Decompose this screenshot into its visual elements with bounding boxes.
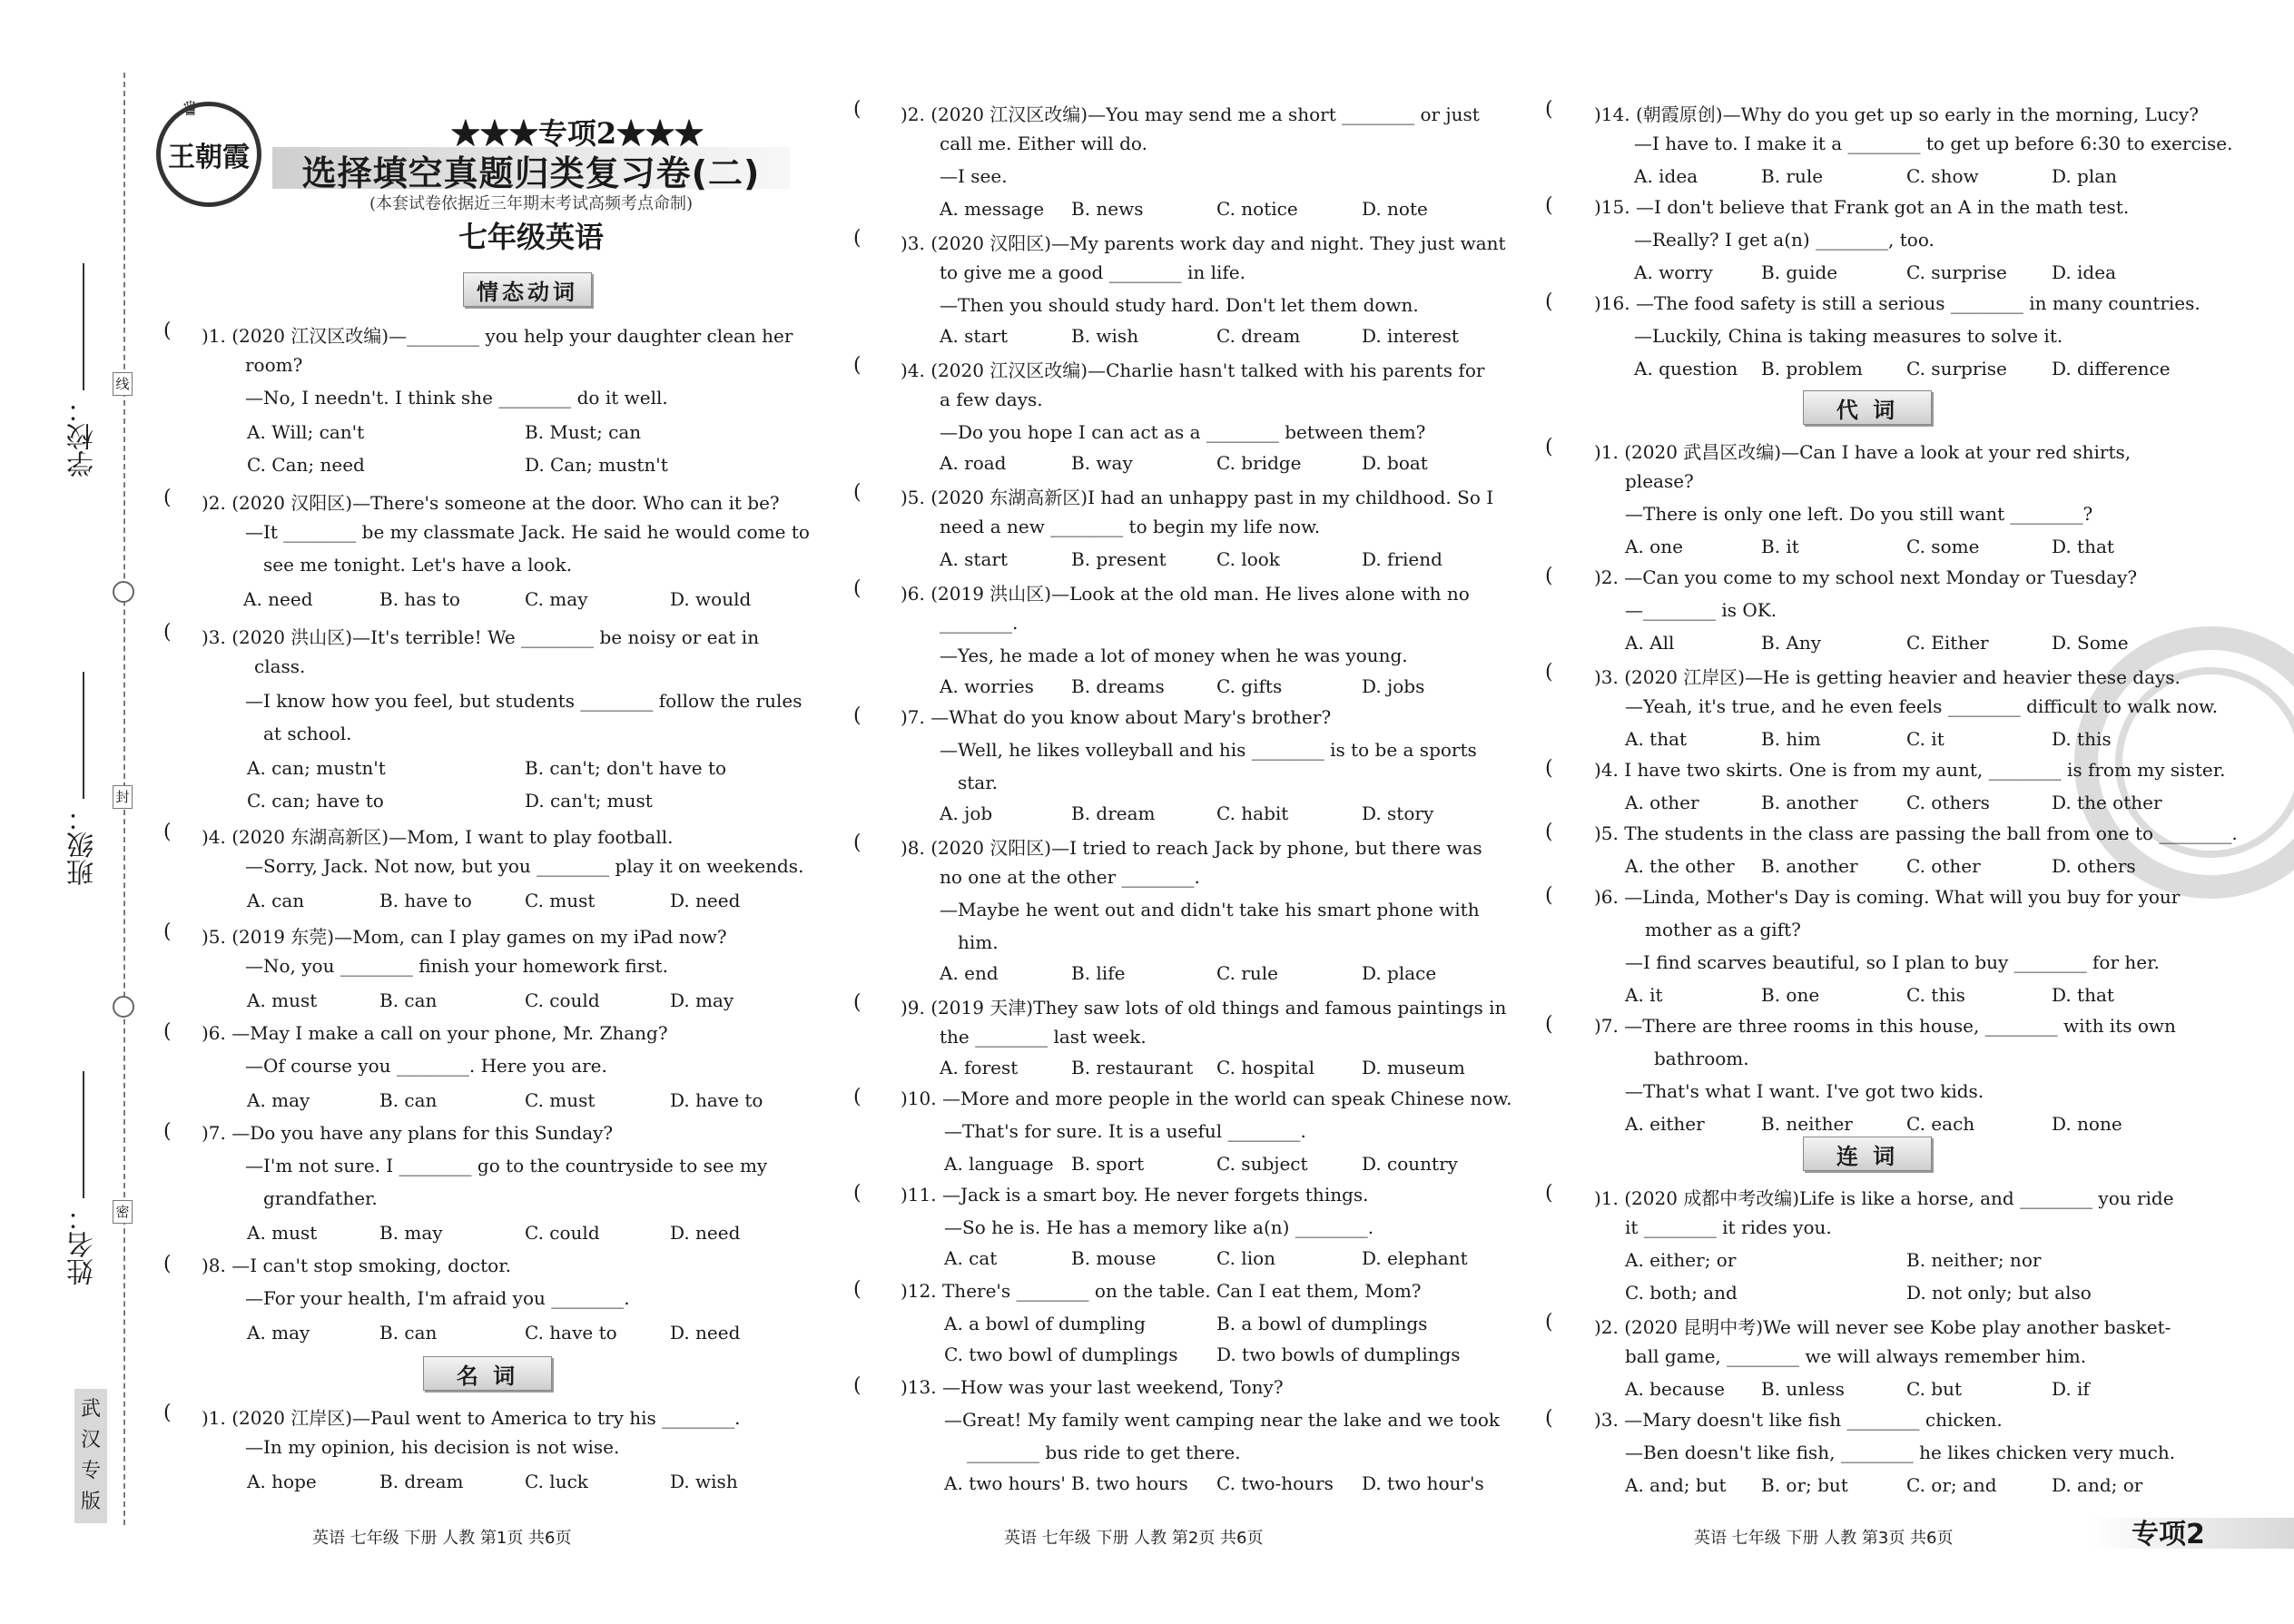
question-stem: )3. (2020 汉阳区)—My parents work day and night. They just want xyxy=(901,232,1506,254)
answer-option[interactable]: D. two hour's xyxy=(1362,1472,1484,1494)
answer-bracket[interactable]: ( xyxy=(1545,1311,1553,1334)
binding-hole-icon xyxy=(113,996,134,1018)
answer-option[interactable]: B. a bowl of dumplings xyxy=(1216,1313,1428,1334)
answer-option[interactable]: D. Can; mustn't xyxy=(525,454,668,476)
answer-option[interactable]: C. both; and xyxy=(1625,1282,1738,1304)
question-stem: )1. (2020 成都中考改编)Life is like a horse, and ________ you ride xyxy=(1594,1187,2174,1209)
answer-option[interactable]: D. the other xyxy=(2052,792,2162,813)
answer-option[interactable]: C. rule xyxy=(1216,962,1278,984)
series-label: ★★★专项2★★★ xyxy=(450,116,704,151)
answer-option[interactable]: B. restaurant xyxy=(1071,1057,1194,1078)
answer-option[interactable]: D. others xyxy=(2052,855,2136,877)
answer-option[interactable]: B. rule xyxy=(1761,165,1824,187)
answer-option[interactable]: C. gifts xyxy=(1216,675,1283,697)
answer-option[interactable]: A. can xyxy=(247,890,305,911)
name-label: 姓名： xyxy=(67,1204,99,1285)
answer-option[interactable]: A. worry xyxy=(1634,261,1713,283)
answer-bracket[interactable]: ( xyxy=(1545,98,1553,121)
answer-option[interactable]: D. museum xyxy=(1362,1057,1465,1078)
answer-option[interactable]: B. can't; don't have to xyxy=(525,757,727,779)
question-stem: )3. (2020 江岸区)—He is getting heavier and heavier these days. xyxy=(1594,666,2181,688)
answer-option[interactable]: B. wish xyxy=(1071,325,1139,347)
answer-option[interactable]: A. need xyxy=(243,588,313,610)
answer-bracket[interactable]: ( xyxy=(1545,290,1553,313)
answer-bracket[interactable]: ( xyxy=(163,1402,172,1424)
answer-option[interactable]: C. each xyxy=(1906,1113,1975,1135)
question-line: at school. xyxy=(263,723,352,744)
name-field[interactable] xyxy=(65,1071,102,1285)
answer-option[interactable]: C. other xyxy=(1906,855,1981,877)
answer-option[interactable]: A. must xyxy=(247,1222,318,1244)
question-line: —________ is OK. xyxy=(1625,599,1777,621)
answer-option[interactable]: C. some xyxy=(1906,536,1980,557)
answer-option[interactable]: D. note xyxy=(1362,198,1428,220)
answer-option[interactable]: D. can't; must xyxy=(525,790,653,812)
answer-option[interactable]: A. forest xyxy=(940,1057,1019,1078)
answer-option[interactable]: B. him xyxy=(1761,728,1821,750)
question-stem: )5. The students in the class are passing the ball from one to ________. xyxy=(1594,822,2238,844)
answer-option[interactable]: D. interest xyxy=(1362,325,1459,347)
question-stem: )5. (2020 东湖高新区)I had an unhappy past in my childhood. So I xyxy=(901,487,1494,508)
answer-bracket[interactable]: ( xyxy=(163,821,172,843)
question-stem: )4. I have two skirts. One is from my aunt, ________ is from my sister. xyxy=(1594,759,2226,781)
section-heading: 情态动词 xyxy=(463,272,592,307)
question-line: —Maybe he went out and didn't take his smart phone with xyxy=(940,899,1480,920)
answer-bracket[interactable]: ( xyxy=(853,1278,861,1301)
question-stem: )7. —Do you have any plans for this Sunday? xyxy=(202,1122,614,1144)
answer-option[interactable]: B. problem xyxy=(1761,358,1863,379)
class-line xyxy=(83,672,84,799)
question-line: —For your health, I'm afraid you ________. xyxy=(245,1287,630,1309)
question-line: —Then you should study hard. Don't let them down. xyxy=(940,294,1419,316)
answer-bracket[interactable]: ( xyxy=(163,320,172,342)
answer-option[interactable]: B. Must; can xyxy=(525,421,642,443)
answer-option[interactable]: C. luck xyxy=(525,1471,588,1492)
answer-option[interactable]: A. road xyxy=(940,452,1007,474)
answer-bracket[interactable]: ( xyxy=(853,227,861,250)
binding-mark-xian: 线 xyxy=(113,372,133,396)
answer-option[interactable]: A. one xyxy=(1625,536,1683,557)
grade-subject: 七年级英语 xyxy=(458,220,604,254)
answer-option[interactable]: A. start xyxy=(940,548,1008,570)
answer-option[interactable]: A. the other xyxy=(1625,855,1735,877)
name-line xyxy=(83,1071,84,1198)
question-line: room? xyxy=(245,354,303,376)
question-stem: )12. There's ________ on the table. Can I eat them, Mom? xyxy=(901,1280,1422,1302)
question-line: please? xyxy=(1625,470,1694,492)
question-stem: )8. —I can't stop smoking, doctor. xyxy=(202,1255,511,1276)
question-line: bathroom. xyxy=(1654,1048,1749,1069)
class-label: 班级： xyxy=(67,804,99,886)
question-line: —That's what I want. I've got two kids. xyxy=(1625,1080,1984,1102)
question-line: —It ________ be my classmate Jack. He said he would come to xyxy=(245,521,810,543)
question-line: to give me a good ________ in life. xyxy=(940,261,1245,283)
answer-option[interactable]: D. elephant xyxy=(1362,1247,1468,1269)
answer-bracket[interactable]: ( xyxy=(853,354,861,377)
question-line: —There is only one left. Do you still want ________? xyxy=(1625,503,2093,525)
answer-option[interactable]: A. must xyxy=(247,989,318,1011)
answer-bracket[interactable]: ( xyxy=(1545,757,1553,780)
answer-option[interactable]: C. bridge xyxy=(1216,452,1302,474)
answer-option[interactable]: C. this xyxy=(1906,984,1965,1006)
answer-option[interactable]: B. unless xyxy=(1761,1378,1845,1400)
question-stem: )2. —Can you come to my school next Monday or Tuesday? xyxy=(1594,566,2138,588)
question-line: —Yes, he made a lot of money when he was young. xyxy=(940,645,1408,666)
answer-option[interactable]: C. or; and xyxy=(1906,1474,1997,1496)
question-stem: )6. —May I make a call on your phone, Mr. Zhang? xyxy=(202,1022,668,1044)
answer-bracket[interactable]: ( xyxy=(1545,661,1553,684)
answer-option[interactable]: B. dream xyxy=(379,1471,464,1492)
answer-option[interactable]: C. have to xyxy=(525,1322,617,1343)
answer-option[interactable]: A. question xyxy=(1634,358,1738,379)
answer-option[interactable]: D. none xyxy=(2052,1113,2122,1135)
answer-option[interactable]: A. All xyxy=(1625,632,1675,654)
answer-option[interactable]: C. may xyxy=(525,588,588,610)
answer-option[interactable]: A. other xyxy=(1625,792,1699,813)
section-heading: 连 词 xyxy=(1803,1137,1932,1171)
question-stem: )13. —How was your last weekend, Tony? xyxy=(901,1376,1284,1398)
answer-option[interactable]: C. notice xyxy=(1216,198,1298,220)
answer-option[interactable]: C. can; have to xyxy=(247,790,384,812)
answer-option[interactable]: B. dreams xyxy=(1071,675,1165,697)
answer-bracket[interactable]: ( xyxy=(853,577,861,600)
question-line: a few days. xyxy=(940,389,1043,410)
question-stem: )11. —Jack is a smart boy. He never forgets things. xyxy=(901,1184,1369,1206)
answer-option[interactable]: A. and; but xyxy=(1625,1474,1727,1496)
answer-bracket[interactable]: ( xyxy=(853,1374,861,1397)
answer-option[interactable]: D. have to xyxy=(670,1089,763,1111)
answer-bracket[interactable]: ( xyxy=(163,621,172,644)
answer-option[interactable]: C. look xyxy=(1216,548,1280,570)
answer-option[interactable]: C. show xyxy=(1906,165,1979,187)
section-heading: 代 词 xyxy=(1803,390,1932,425)
paper-title: 选择填空真题归类复习卷(二) xyxy=(301,153,761,193)
answer-option[interactable]: A. it xyxy=(1625,984,1663,1006)
answer-option[interactable]: B. two hours xyxy=(1071,1472,1188,1494)
question-line: it ________ it rides you. xyxy=(1625,1216,1832,1238)
answer-bracket[interactable]: ( xyxy=(1545,194,1553,217)
answer-option[interactable]: A. language xyxy=(944,1153,1054,1175)
answer-option[interactable]: D. boat xyxy=(1362,452,1428,474)
answer-option[interactable]: C. two-hours xyxy=(1216,1472,1334,1494)
answer-option[interactable]: A. either xyxy=(1625,1113,1705,1135)
question-line: —I have to. I make it a ________ to get up before 6:30 to exercise. xyxy=(1634,133,2233,154)
edition-label: 武汉专版 xyxy=(74,1389,107,1523)
answer-option[interactable]: A. job xyxy=(940,802,993,824)
answer-bracket[interactable]: ( xyxy=(1545,884,1553,907)
answer-bracket[interactable]: ( xyxy=(853,832,861,854)
answer-option[interactable]: A. can; mustn't xyxy=(247,757,386,779)
answer-option[interactable]: B. Any xyxy=(1761,632,1822,654)
answer-bracket[interactable]: ( xyxy=(163,1253,172,1275)
publisher-logo: 王朝霞 xyxy=(156,102,261,207)
answer-option[interactable]: B. has to xyxy=(379,588,460,610)
answer-bracket[interactable]: ( xyxy=(1545,436,1553,458)
question-line: —Of course you ________. Here you are. xyxy=(245,1055,607,1077)
school-field[interactable] xyxy=(65,263,102,477)
binding-mark-feng: 封 xyxy=(113,785,133,809)
question-stem: )5. (2019 东莞)—Mom, can I play games on my iPad now? xyxy=(202,926,727,948)
page-footer-3: 英语 七年级 下册 人教 第3页 共6页 xyxy=(1694,1529,1954,1548)
question-line: ball game, ________ we will always remember him. xyxy=(1625,1345,2087,1367)
question-line: —I find scarves beautiful, so I plan to buy ________ for her. xyxy=(1625,951,2160,973)
question-stem: )14. (朝霞原创)—Why do you get up so early in the morning, Lucy? xyxy=(1594,103,2199,125)
answer-option[interactable]: D. place xyxy=(1362,962,1437,984)
answer-option[interactable]: C. it xyxy=(1906,728,1944,750)
answer-option[interactable]: D. not only; but also xyxy=(1906,1282,2092,1304)
question-line: —Really? I get a(n) ________, too. xyxy=(1634,229,1935,251)
answer-option[interactable]: B. can xyxy=(379,1322,438,1343)
answer-bracket[interactable]: ( xyxy=(1545,565,1553,587)
answer-option[interactable]: B. or; but xyxy=(1761,1474,1848,1496)
question-line: —That's for sure. It is a useful ________. xyxy=(944,1120,1306,1142)
answer-option[interactable]: C. two bowl of dumplings xyxy=(944,1343,1178,1365)
answer-option[interactable]: D. friend xyxy=(1362,548,1442,570)
answer-option[interactable]: A. may xyxy=(247,1089,310,1111)
answer-bracket[interactable]: ( xyxy=(853,991,861,1014)
question-line: him. xyxy=(958,931,999,953)
answer-option[interactable]: A. that xyxy=(1625,728,1688,750)
answer-option[interactable]: A. cat xyxy=(944,1247,998,1269)
answer-bracket[interactable]: ( xyxy=(853,1182,861,1205)
question-stem: )7. —What do you know about Mary's brother? xyxy=(901,706,1332,728)
page-footer-1: 英语 七年级 下册 人教 第1页 共6页 xyxy=(312,1529,572,1548)
question-stem: )7. —There are three rooms in this house, ________ with its own xyxy=(1594,1015,2176,1037)
question-stem: )1. (2020 江岸区)—Paul went to America to try his ________. xyxy=(202,1407,741,1429)
answer-option[interactable]: A. worries xyxy=(940,675,1034,697)
answer-option[interactable]: A. start xyxy=(940,325,1008,347)
answer-option[interactable]: C. lion xyxy=(1216,1247,1276,1269)
answer-option[interactable]: D. if xyxy=(2052,1378,2090,1400)
question-line: no one at the other ________. xyxy=(940,866,1200,888)
question-stem: )6. —Linda, Mother's Day is coming. What will you buy for your xyxy=(1594,886,2181,908)
answer-option[interactable]: D. difference xyxy=(2052,358,2171,379)
answer-option[interactable]: B. another xyxy=(1761,792,1858,813)
answer-option[interactable]: A. two hours' xyxy=(944,1472,1066,1494)
answer-option[interactable]: C. Can; need xyxy=(247,454,365,476)
answer-option[interactable]: B. guide xyxy=(1761,261,1838,283)
question-line: see me tonight. Let's have a look. xyxy=(263,554,573,576)
answer-option[interactable]: D. plan xyxy=(2052,165,2118,187)
question-line: —No, I needn't. I think she ________ do it well. xyxy=(245,387,668,408)
question-line: —I see. xyxy=(940,165,1008,187)
section-heading: 名 词 xyxy=(423,1356,552,1391)
binding-hole-icon xyxy=(113,581,134,603)
question-stem: )2. (2020 汉阳区)—There's someone at the door. Who can it be? xyxy=(202,492,780,514)
question-line: —Yeah, it's true, and he even feels ________ difficult to walk now. xyxy=(1625,695,2219,717)
answer-bracket[interactable]: ( xyxy=(163,1120,172,1143)
answer-option[interactable]: C. subject xyxy=(1216,1153,1308,1175)
answer-option[interactable]: B. neither; nor xyxy=(1906,1249,2042,1271)
question-line: —So he is. He has a memory like a(n) ________. xyxy=(944,1216,1374,1238)
question-line: —Ben doesn't like fish, ________ he likes chicken very much. xyxy=(1625,1442,2176,1463)
answer-option[interactable]: B. may xyxy=(379,1222,443,1244)
answer-option[interactable]: B. dream xyxy=(1071,802,1156,824)
question-line: —Well, he likes volleyball and his ________ is to be a sports xyxy=(940,739,1477,761)
answer-bracket[interactable]: ( xyxy=(163,487,172,509)
school-line xyxy=(83,263,84,390)
answer-option[interactable]: B. one xyxy=(1761,984,1820,1006)
answer-option[interactable]: D. jobs xyxy=(1362,675,1425,697)
paper-note: (本套试卷依据近三年期末考试高频考点命制) xyxy=(369,194,694,213)
answer-option[interactable]: A. idea xyxy=(1634,165,1698,187)
section-tab: 专项2 xyxy=(2132,1519,2205,1550)
answer-option[interactable]: A. hope xyxy=(247,1471,317,1492)
question-stem: )6. (2019 洪山区)—Look at the old man. He lives alone with no xyxy=(901,583,1470,605)
answer-option[interactable]: B. news xyxy=(1071,198,1144,220)
answer-option[interactable]: C. others xyxy=(1906,792,1990,813)
question-stem: )3. (2020 洪山区)—It's terrible! We ________ be noisy or eat in xyxy=(202,626,760,648)
answer-bracket[interactable]: ( xyxy=(1545,1407,1553,1430)
answer-bracket[interactable]: ( xyxy=(853,1086,861,1108)
question-stem: )2. (2020 江汉区改编)—You may send me a short ________ or just xyxy=(901,103,1480,125)
answer-option[interactable]: C. Either xyxy=(1906,632,1989,654)
question-line: —I know how you feel, but students ________ follow the rules xyxy=(245,690,802,712)
answer-option[interactable]: C. hospital xyxy=(1216,1057,1315,1078)
answer-option[interactable]: D. need xyxy=(670,890,741,911)
answer-bracket[interactable]: ( xyxy=(1545,1013,1553,1036)
question-line: —Do you hope I can act as a ________ between them? xyxy=(940,421,1426,443)
answer-option[interactable]: A. may xyxy=(247,1322,310,1343)
answer-bracket[interactable]: ( xyxy=(163,1020,172,1043)
answer-option[interactable]: B. present xyxy=(1071,548,1167,570)
question-line: —I'm not sure. I ________ go to the countryside to see my xyxy=(245,1155,768,1176)
answer-option[interactable]: C. must xyxy=(525,890,596,911)
answer-option[interactable]: D. may xyxy=(670,989,734,1011)
answer-option[interactable]: B. sport xyxy=(1071,1153,1145,1175)
answer-option[interactable]: D. story xyxy=(1362,802,1434,824)
answer-bracket[interactable]: ( xyxy=(1545,821,1553,843)
answer-option[interactable]: D. need xyxy=(670,1222,741,1244)
answer-option[interactable]: C. must xyxy=(525,1089,596,1111)
question-line: —In my opinion, his decision is not wise. xyxy=(245,1436,620,1458)
answer-option[interactable]: A. Will; can't xyxy=(247,421,365,443)
question-line: —Luckily, China is taking measures to solve it. xyxy=(1634,325,2063,347)
question-line: grandfather. xyxy=(263,1187,378,1209)
answer-option[interactable]: B. life xyxy=(1071,962,1126,984)
answer-option[interactable]: B. neither xyxy=(1761,1113,1853,1135)
question-stem: )10. —More and more people in the world can speak Chinese now. xyxy=(901,1088,1512,1109)
answer-option[interactable]: C. but xyxy=(1906,1378,1963,1400)
question-line: the ________ last week. xyxy=(940,1026,1147,1048)
crown-icon: ♛ xyxy=(182,98,200,121)
school-label: 学校： xyxy=(67,396,99,477)
question-stem: )1. (2020 武昌区改编)—Can I have a look at your red shirts, xyxy=(1594,441,2132,463)
question-stem: )4. (2020 东湖高新区)—Mom, I want to play football. xyxy=(202,826,674,848)
question-stem: )2. (2020 昆明中考)We will never see Kobe play another basket- xyxy=(1594,1316,2171,1338)
question-line: ________ bus ride to get there. xyxy=(967,1442,1241,1463)
answer-option[interactable]: C. habit xyxy=(1216,802,1289,824)
answer-option[interactable]: B. way xyxy=(1071,452,1133,474)
answer-option[interactable]: B. can xyxy=(379,989,438,1011)
question-line: star. xyxy=(958,772,998,793)
question-line: need a new ________ to begin my life now. xyxy=(940,516,1321,537)
answer-option[interactable]: D. idea xyxy=(2052,261,2116,283)
answer-option[interactable]: C. surprise xyxy=(1906,358,2007,379)
question-line: ________. xyxy=(940,612,1019,634)
question-line: —No, you ________ finish your homework first. xyxy=(245,955,668,977)
answer-option[interactable]: B. have to xyxy=(379,890,472,911)
answer-option[interactable]: D. two bowls of dumplings xyxy=(1216,1343,1461,1365)
answer-option[interactable]: C. dream xyxy=(1216,325,1301,347)
answer-option[interactable]: B. mouse xyxy=(1071,1247,1157,1269)
answer-option[interactable]: B. another xyxy=(1761,855,1858,877)
class-field[interactable] xyxy=(65,672,102,886)
question-stem: )8. (2020 汉阳区)—I tried to reach Jack by phone, but there was xyxy=(901,837,1482,859)
answer-option[interactable]: A. because xyxy=(1625,1378,1725,1400)
question-line: mother as a gift? xyxy=(1645,919,1801,940)
answer-option[interactable]: C. could xyxy=(525,989,600,1011)
answer-option[interactable]: D. and; or xyxy=(2052,1474,2143,1496)
answer-option[interactable]: C. surprise xyxy=(1906,261,2007,283)
answer-option[interactable]: A. end xyxy=(940,962,999,984)
answer-option[interactable]: B. it xyxy=(1761,536,1799,557)
question-line: —Great! My family went camping near the lake and we took xyxy=(944,1409,1500,1431)
binding-mark-mi: 密 xyxy=(113,1200,133,1224)
answer-bracket[interactable]: ( xyxy=(1545,1182,1553,1205)
question-line: —Sorry, Jack. Not now, but you ________ play it on weekends. xyxy=(245,855,804,877)
question-stem: )1. (2020 江汉区改编)—________ you help your daughter clean her xyxy=(202,325,793,347)
question-stem: )4. (2020 江汉区改编)—Charlie hasn't talked with his parents for xyxy=(901,359,1485,381)
answer-option[interactable]: B. can xyxy=(379,1089,438,1111)
question-stem: )16. —The food safety is still a serious ________ in many countries. xyxy=(1594,292,2200,314)
page-footer-2: 英语 七年级 下册 人教 第2页 共6页 xyxy=(1004,1529,1264,1548)
answer-option[interactable]: D. that xyxy=(2052,536,2114,557)
answer-option[interactable]: A. message xyxy=(940,198,1045,220)
answer-option[interactable]: D. Some xyxy=(2052,632,2129,654)
question-line: call me. Either will do. xyxy=(940,133,1147,154)
answer-option[interactable]: D. this xyxy=(2052,728,2112,750)
answer-bracket[interactable]: ( xyxy=(853,704,861,727)
question-stem: )9. (2019 天津)They saw lots of old things and famous paintings in xyxy=(901,997,1507,1019)
question-stem: )15. —I don't believe that Frank got an A in the math test. xyxy=(1594,196,2130,218)
answer-bracket[interactable]: ( xyxy=(163,920,172,943)
answer-option[interactable]: D. would xyxy=(670,588,752,610)
answer-option[interactable]: D. that xyxy=(2052,984,2114,1006)
answer-bracket[interactable]: ( xyxy=(853,98,861,121)
question-line: class. xyxy=(254,655,306,677)
answer-option[interactable]: D. country xyxy=(1362,1153,1458,1175)
answer-option[interactable]: A. a bowl of dumpling xyxy=(944,1313,1146,1334)
answer-bracket[interactable]: ( xyxy=(853,481,861,504)
question-stem: )3. —Mary doesn't like fish ________ chicken. xyxy=(1594,1409,2003,1431)
answer-option[interactable]: A. either; or xyxy=(1625,1249,1737,1271)
answer-option[interactable]: D. need xyxy=(670,1322,741,1343)
answer-option[interactable]: D. wish xyxy=(670,1471,738,1492)
answer-option[interactable]: C. could xyxy=(525,1222,600,1244)
